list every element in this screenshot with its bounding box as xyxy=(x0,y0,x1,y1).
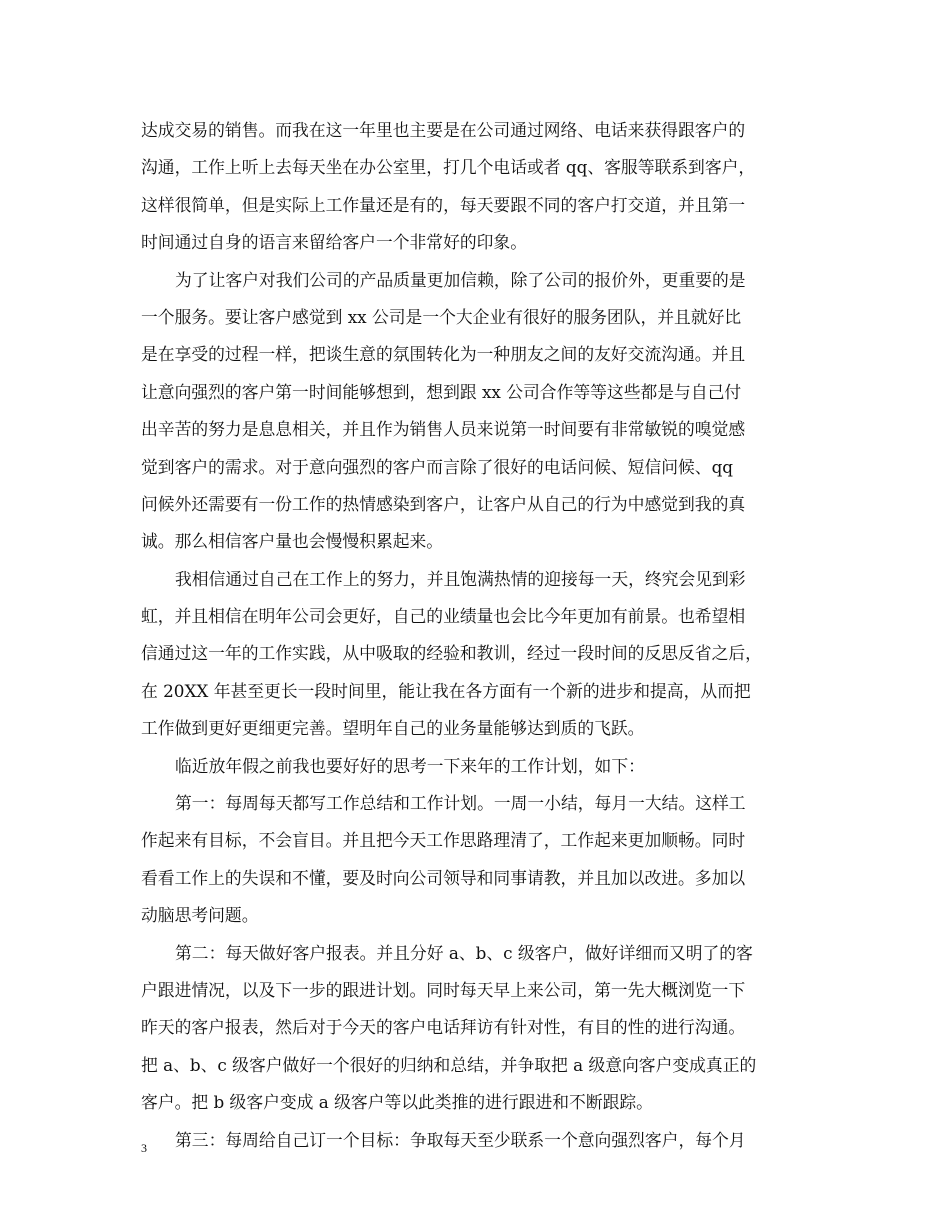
paragraph-first-line: 我相信通过自己在工作上的努力，并且饱满热情的迎接每一天，终究会见到彩 xyxy=(175,568,746,589)
paragraph-first-line: 第二：每天做好客户报表。并且分好 a、b、c 级客户，做好详细而又明了的客 xyxy=(175,942,753,963)
text-line: 在 20XX 年甚至更长一段时间里，能让我在各方面有一个新的进步和提高，从而把 xyxy=(141,680,751,701)
text-line: 工作做到更好更细更完善。望明年自己的业务量能够达到质的飞跃。 xyxy=(141,718,645,739)
text-line: 信通过这一年的工作实践，从中吸取的经验和教训，经过一段时间的反思反省之后， xyxy=(141,643,762,664)
text-line: 一个服务。要让客户感觉到 xx 公司是一个大企业有很好的服务团队，并且就好比 xyxy=(141,306,742,327)
text-line: 动脑思考问题。 xyxy=(141,905,259,926)
paragraph-first-line: 第一：每周每天都写工作总结和工作计划。一周一小结，每月一大结。这样工 xyxy=(175,793,746,814)
text-line: 客户。把 b 级客户变成 a 级客户等以此类推的进行跟进和不断跟踪。 xyxy=(141,1092,653,1113)
text-line: 达成交易的销售。而我在这一年里也主要是在公司通过网络、电话来获得跟客户的 xyxy=(141,120,746,140)
text-line: 问候外还需要有一份工作的热情感染到客户，让客户从自己的行为中感觉到我的真 xyxy=(141,493,746,514)
text-line: 让意向强烈的客户第一时间能够想到，想到跟 xx 公司合作等等这些都是与自己付 xyxy=(141,381,742,402)
text-line: 把 a、b、c 级客户做好一个很好的归纳和总结，并争取把 a 级意向客户变成真正的 xyxy=(141,1054,757,1075)
text-line: 户跟进情况，以及下一步的跟进计划。同时每天早上来公司，第一先大概浏览一下 xyxy=(141,979,746,1000)
text-line: 觉到客户的需求。对于意向强烈的客户而言除了很好的电话问候、短信问候、qq xyxy=(141,456,734,477)
text-line: 是在享受的过程一样，把谈生意的氛围转化为一种朋友之间的友好交流沟通。并且 xyxy=(141,344,746,365)
text-line: 沟通，工作上听上去每天坐在办公室里，打几个电话或者 qq、客服等联系到客户， xyxy=(141,157,756,178)
paragraph-first-line: 为了让客户对我们公司的产品质量更加信赖，除了公司的报价外，更重要的是 xyxy=(175,269,746,290)
page-number: 3 xyxy=(141,1141,147,1155)
text-line: 作起来有目标，不会盲目。并且把今天工作思路理清了，工作起来更加顺畅。同时 xyxy=(141,830,746,851)
text-line: 出辛苦的努力是息息相关，并且作为销售人员来说第一时间要有非常敏锐的嗅觉感 xyxy=(141,419,746,440)
paragraph-first-line: 第三：每周给自己订一个目标：争取每天至少联系一个意向强烈客户，每个月 xyxy=(175,1129,746,1150)
text-line: 虹，并且相信在明年公司会更好，自己的业绩量也会比今年更加有前景。也希望相 xyxy=(141,606,746,627)
text-line: 昨天的客户报表，然后对于今天的客户电话拜访有针对性，有目的性的进行沟通。 xyxy=(141,1017,746,1038)
text-line: 看看工作上的失误和不懂，要及时向公司领导和同事请教，并且加以改进。多加以 xyxy=(141,867,746,888)
text-line: 诚。那么相信客户量也会慢慢积累起来。 xyxy=(141,531,444,552)
paragraph-first-line: 临近放年假之前我也要好好的思考一下来年的工作计划，如下： xyxy=(175,755,645,776)
document-body xyxy=(141,112,813,1159)
text-line: 时间通过自身的语言来留给客户一个非常好的印象。 xyxy=(141,232,527,253)
text-line: 这样很简单，但是实际上工作量还是有的，每天要跟不同的客户打交道，并且第一 xyxy=(141,194,746,215)
